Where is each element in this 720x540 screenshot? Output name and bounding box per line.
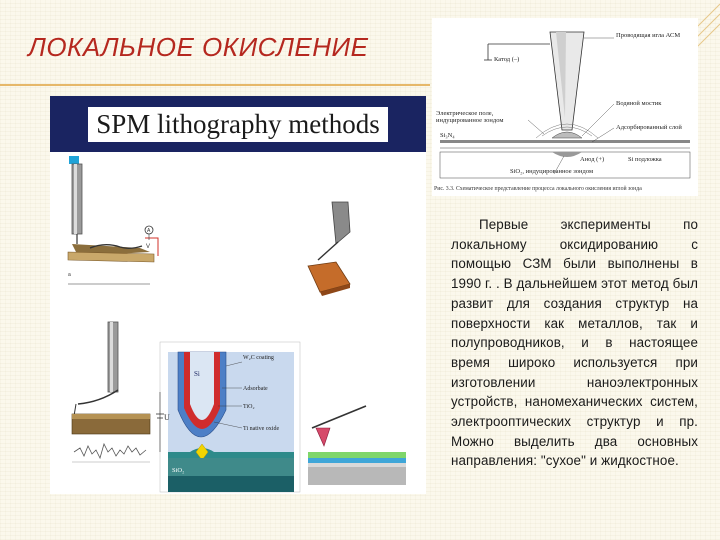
slide-title: ЛОКАЛЬНОЕ ОКИСЛЕНИЕ	[28, 32, 369, 62]
probe-sio2-label: SiO₂, индуцированное зондом	[510, 168, 594, 175]
tilted-probe-diagram	[308, 202, 350, 296]
tip-si-label: Si	[194, 370, 200, 378]
title-underline	[0, 84, 430, 86]
cathode-label: Катод (–)	[494, 56, 520, 63]
waveform-probe-diagram	[72, 322, 150, 462]
native-oxide-label: Ti native oxide	[243, 426, 280, 432]
spm-illustrations	[50, 152, 426, 494]
svg-text:a: a	[68, 272, 71, 278]
probe-label: Проводящая игла АСМ	[616, 32, 681, 39]
tio2-label: TiO₂	[243, 404, 255, 410]
field-label: Электрическое поле, индуцированное зондом	[436, 110, 504, 124]
si3n4-label: Si₃N₄	[440, 132, 455, 139]
figure-banner-text: SPM lithography methods	[88, 107, 388, 142]
adsorbate-label: Adsorbate	[243, 386, 268, 392]
layered-substrate-diagram	[308, 406, 406, 485]
coating-label: W₂C coating	[243, 355, 274, 361]
body-paragraph: Первые эксперименты по локальному оксидированию с помощью СЗМ были выполнены в 1990 г. . В дальнейшем этот метод был развит для создания структур на поверхности как металлов, так и полупроводников, и в настоящее время широко используется при изготовлении наноэлектронных устройств, наномеханических систем, электрооптических структур и пр. Можно выделить два основных направления: "сухое" и жидкостное.	[451, 217, 698, 469]
anode-label: Анод (+)	[580, 156, 605, 163]
svg-text:A: A	[147, 228, 151, 234]
sio2-label: SiO₂	[172, 467, 185, 474]
local-oxidation-scheme	[432, 18, 698, 196]
oxidation-cross-section	[156, 342, 300, 492]
afm-probe-diagram	[68, 156, 158, 284]
adsorbed-layer-label: Адсорбированный слой	[616, 124, 682, 131]
figure-banner	[50, 96, 426, 152]
svg-text:V: V	[146, 244, 151, 250]
voltage-label: U	[164, 413, 170, 422]
spm-lithography-figure	[50, 96, 426, 494]
meniscus-label: Водяной мостик	[616, 100, 662, 107]
figure-caption: Рис. 3.3. Схематическое представление процесса локального окисления иглой зонда	[434, 186, 642, 192]
substrate-label: Si подложка	[628, 156, 662, 163]
